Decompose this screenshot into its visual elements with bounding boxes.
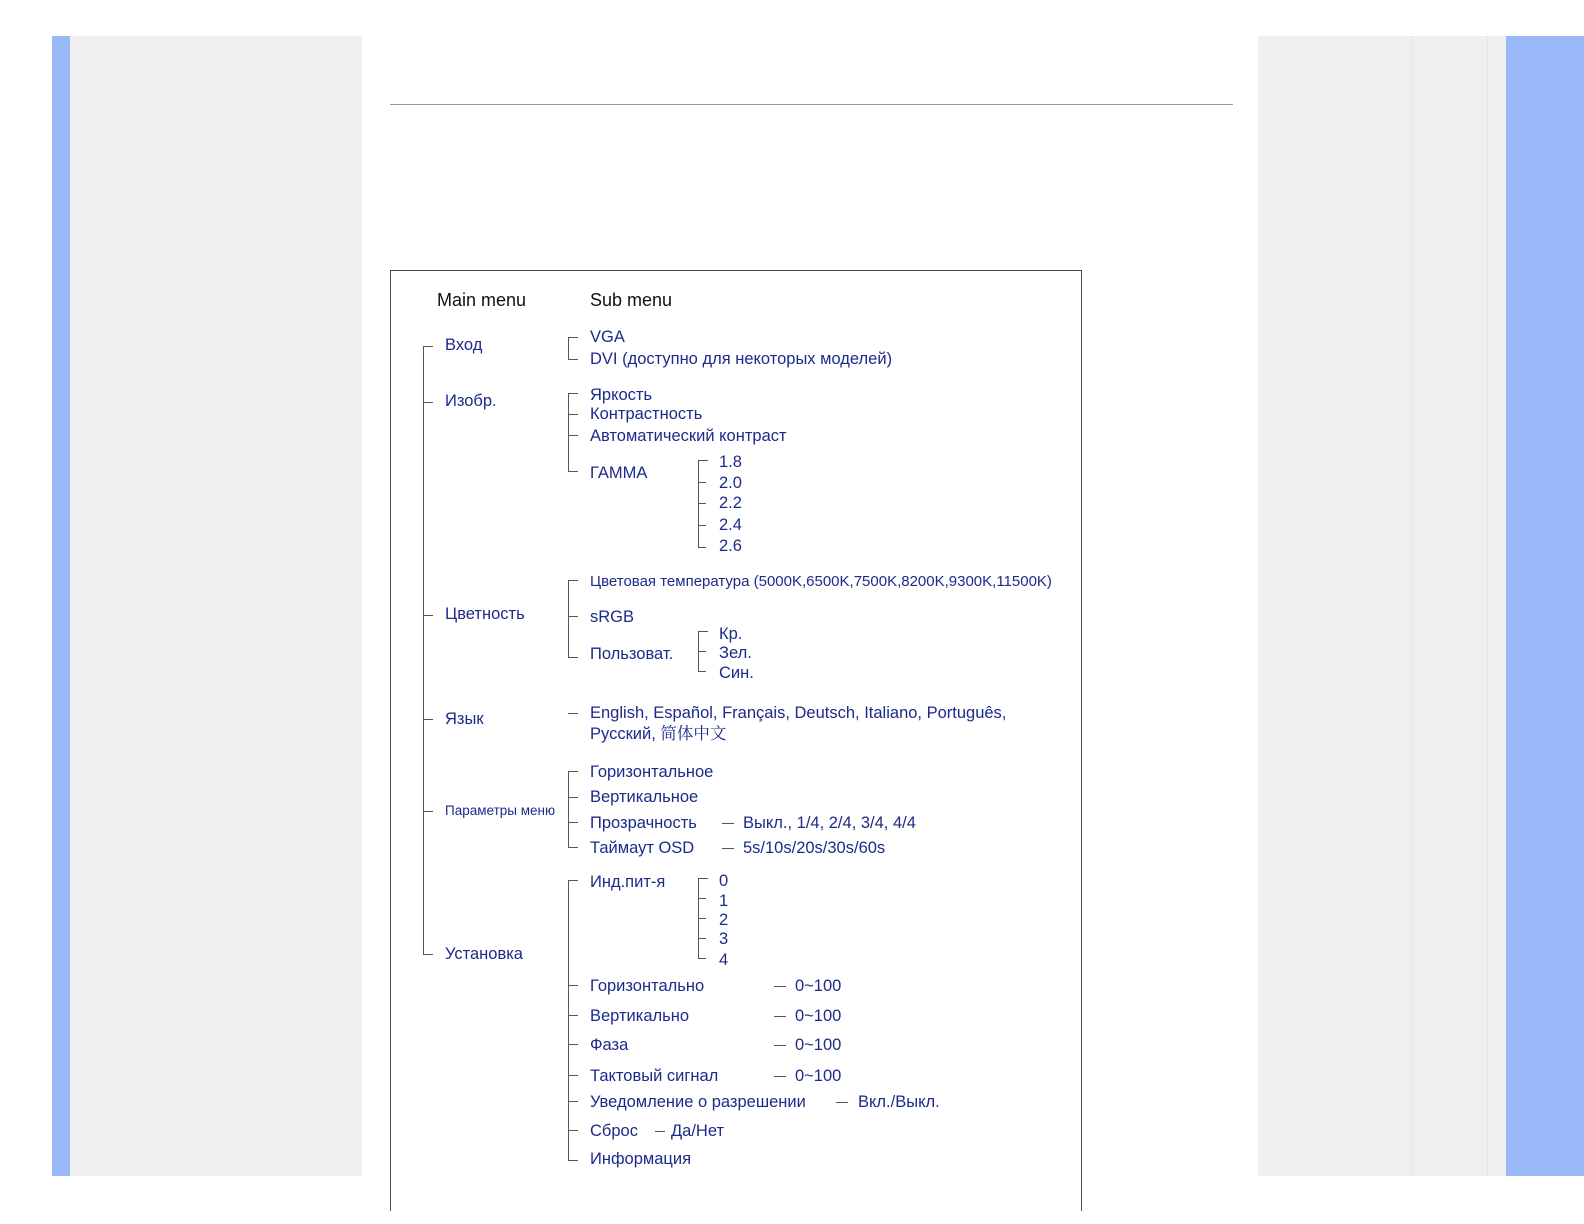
- branch-line: [423, 346, 433, 347]
- timeout-values: 5s/10s/20s/30s/60s: [743, 839, 886, 857]
- sub-item-user-define: Пользоват.: [590, 645, 674, 663]
- sub-item-phase: Фаза: [590, 1036, 629, 1054]
- gamma-value: 2.2: [719, 494, 742, 512]
- branch-line: [568, 1015, 578, 1016]
- range-value: 0~100: [795, 977, 842, 995]
- power-led-value: 4: [719, 951, 729, 969]
- sub-tree-line: [568, 393, 569, 471]
- main-item-input: Вход: [445, 336, 483, 354]
- divider-line: [1411, 36, 1412, 1176]
- left-sidebar-pane: [70, 36, 362, 1176]
- gamma-value: 2.6: [719, 537, 742, 555]
- sub-item-osd-vertical: Вертикальное: [590, 788, 699, 806]
- range-value: 0~100: [795, 1007, 842, 1025]
- branch-line: [698, 631, 708, 632]
- branch-line: [568, 616, 578, 617]
- branch-line: [568, 471, 578, 472]
- power-led-value: 0: [719, 872, 729, 890]
- branch-line: [698, 482, 706, 483]
- sub-item-information: Информация: [590, 1150, 692, 1168]
- horizontal-rule: [390, 104, 1233, 105]
- sub-tree-line: [568, 771, 569, 847]
- branch-line: [568, 880, 578, 881]
- branch-line: [423, 811, 433, 812]
- branch-line: [568, 414, 578, 415]
- branch-line: [568, 713, 578, 714]
- power-led-value: 1: [719, 892, 729, 910]
- dash-line: [722, 848, 734, 849]
- branch-line: [698, 547, 706, 548]
- power-led-value: 2: [719, 911, 729, 929]
- branch-line: [568, 1160, 578, 1161]
- left-accent-bar: [52, 36, 70, 1176]
- branch-line: [568, 797, 578, 798]
- branch-line: [698, 898, 706, 899]
- branch-line: [698, 918, 706, 919]
- branch-line: [568, 985, 578, 986]
- branch-line: [568, 359, 578, 360]
- branch-line: [568, 337, 578, 338]
- dash-line: [774, 1016, 786, 1017]
- sub-item-gamma: ГАММА: [590, 464, 648, 482]
- user-color-value: Кр.: [719, 625, 743, 643]
- user-color-value: Зел.: [719, 644, 752, 662]
- branch-line: [698, 651, 706, 652]
- sub-item-languages-line2: Русский, 简体中文: [590, 725, 727, 743]
- sub-tree-line: [568, 880, 569, 1160]
- branch-line: [698, 525, 706, 526]
- sub-item-vga: VGA: [590, 328, 625, 346]
- gamma-value: 1.8: [719, 453, 742, 471]
- branch-line: [568, 1044, 578, 1045]
- sub-item-languages-line1: English, Español, Français, Deutsch, Italiano, Português,: [590, 704, 1007, 722]
- range-value: 0~100: [795, 1036, 842, 1054]
- dash-line: [655, 1131, 665, 1132]
- dash-line: [836, 1102, 848, 1103]
- branch-line: [423, 954, 433, 955]
- main-item-language: Язык: [445, 710, 484, 728]
- sub-item-osd-timeout: Таймаут OSD: [590, 839, 695, 857]
- user-color-value: Син.: [719, 664, 754, 682]
- main-item-osd-settings: Параметры меню: [445, 803, 556, 818]
- sub-tree-line: [568, 337, 569, 359]
- sub-item-brightness: Яркость: [590, 386, 653, 404]
- sub-item-transparency: Прозрачность: [590, 814, 697, 832]
- sub-item-dvi: DVI (доступно для некоторых моделей): [590, 350, 893, 368]
- sub-item-color-temperature: Цветовая температура (5000K,6500K,7500K,8200K,9300K,11500K): [590, 573, 1052, 590]
- yes-no-value: Да/Нет: [671, 1122, 725, 1140]
- power-led-value: 3: [719, 930, 729, 948]
- right-accent-bar: [1506, 36, 1584, 1176]
- main-tree-line: [423, 346, 424, 954]
- on-off-value: Вкл./Выкл.: [858, 1093, 940, 1111]
- range-value: 0~100: [795, 1067, 842, 1085]
- dash-line: [774, 1045, 786, 1046]
- sub-item-auto-contrast: Автоматический контраст: [590, 427, 787, 445]
- main-menu-header: Main menu: [437, 290, 527, 310]
- sub-item-setup-vertical: Вертикально: [590, 1007, 690, 1025]
- dash-line: [774, 1076, 786, 1077]
- main-item-setup: Установка: [445, 945, 523, 963]
- sub-item-resolution-notice: Уведомление о разрешении: [590, 1093, 806, 1111]
- divider-line: [1487, 36, 1488, 1176]
- branch-line: [698, 460, 708, 461]
- branch-line: [698, 878, 708, 879]
- dash-line: [722, 823, 734, 824]
- branch-line: [698, 671, 706, 672]
- transparency-values: Выкл., 1/4, 2/4, 3/4, 4/4: [743, 814, 916, 832]
- branch-line: [423, 402, 433, 403]
- branch-line: [568, 393, 578, 394]
- sub-item-srgb: sRGB: [590, 608, 635, 626]
- right-sidebar-pane: [1258, 36, 1506, 1176]
- branch-line: [568, 580, 578, 581]
- sub-menu-header: Sub menu: [590, 290, 673, 310]
- main-item-picture: Изобр.: [445, 392, 497, 410]
- osd-menu-tree-diagram: [390, 270, 1082, 1211]
- branch-line: [698, 938, 706, 939]
- branch-line: [568, 657, 578, 658]
- branch-line: [568, 435, 578, 436]
- sub-item-contrast: Контрастность: [590, 405, 703, 423]
- branch-line: [568, 1130, 578, 1131]
- gamma-value: 2.4: [719, 516, 742, 534]
- branch-line: [568, 847, 578, 848]
- branch-line: [423, 615, 433, 616]
- sub-item-power-led: Инд.пит-я: [590, 873, 666, 891]
- branch-line: [423, 719, 433, 720]
- sub-tree-line: [568, 580, 569, 657]
- branch-line: [568, 1101, 578, 1102]
- sub-item-osd-horizontal: Горизонтальное: [590, 763, 714, 781]
- branch-line: [568, 771, 578, 772]
- sub-item-reset: Сброс: [590, 1122, 638, 1140]
- branch-line: [698, 958, 706, 959]
- branch-line: [568, 1075, 578, 1076]
- dash-line: [774, 986, 786, 987]
- branch-line: [698, 503, 706, 504]
- branch-line: [568, 822, 578, 823]
- main-item-color: Цветность: [445, 605, 525, 623]
- gamma-value: 2.0: [719, 474, 742, 492]
- sub-item-setup-horizontal: Горизонтально: [590, 977, 705, 995]
- sub-item-clock: Тактовый сигнал: [590, 1067, 719, 1085]
